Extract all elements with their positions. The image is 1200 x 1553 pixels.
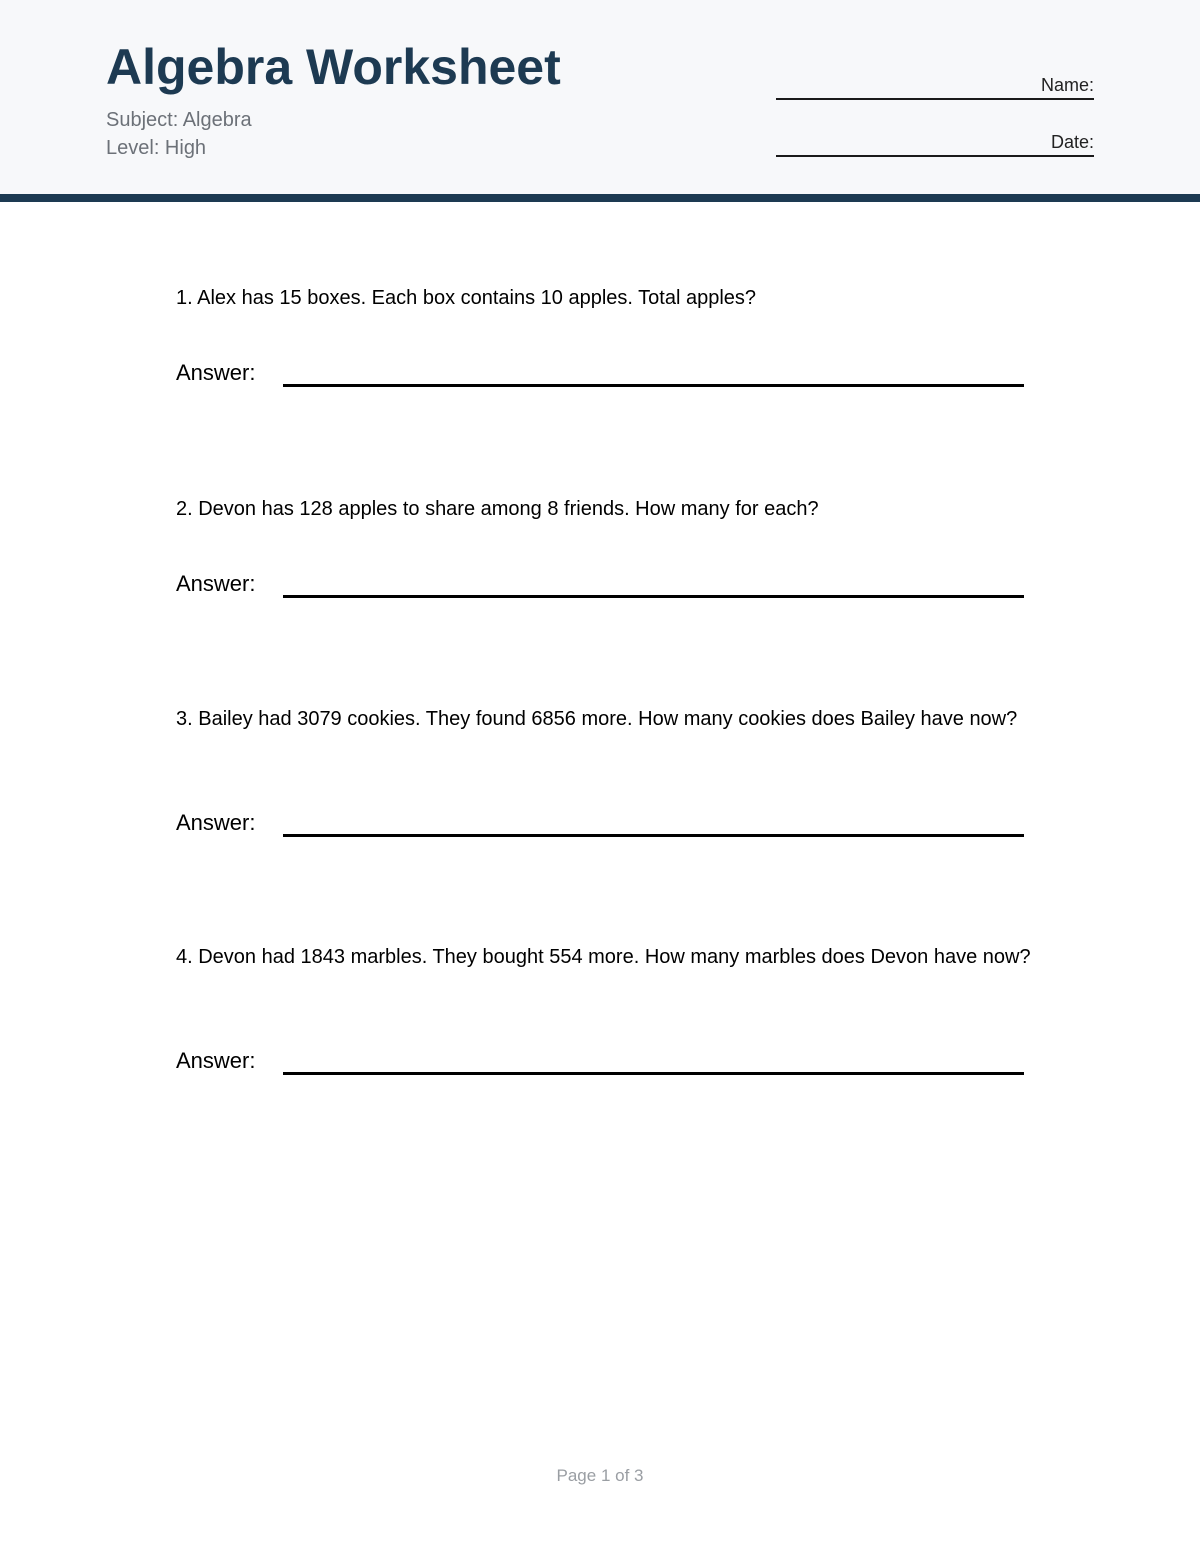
name-label: Name: (1040, 75, 1094, 95)
question-text: 2. Devon has 128 apples to share among 8 friends. How many for each? (176, 498, 819, 520)
answer-row (176, 359, 1026, 389)
question-text: 4. Devon had 1843 marbles. They bought 554 more. How many marbles does Devon have now? (176, 946, 1031, 968)
page-title: Algebra Worksheet (106, 39, 561, 95)
answer-row (176, 1047, 1026, 1077)
question-4 (176, 943, 1056, 1083)
answer-row (176, 809, 1026, 839)
header-divider (0, 194, 1200, 202)
answer-label: Answer: (176, 810, 256, 835)
date-label: Date: (1050, 132, 1094, 152)
answer-row (176, 570, 1026, 600)
question-1 (176, 284, 1056, 394)
date-field[interactable] (776, 129, 1094, 157)
answer-label: Answer: (176, 360, 256, 385)
question-2 (176, 495, 1056, 605)
answer-line[interactable] (283, 595, 1024, 598)
answer-line[interactable] (283, 834, 1024, 837)
name-field[interactable] (776, 72, 1094, 100)
answer-label: Answer: (176, 571, 256, 596)
page-number: Page 1 of 3 (556, 1466, 644, 1485)
question-text: 1. Alex has 15 boxes. Each box contains 10 apples. Total apples? (176, 287, 757, 309)
level-label: Level: High (106, 137, 207, 159)
subject-label: Subject: Algebra (106, 109, 252, 131)
question-3 (176, 705, 1056, 845)
answer-line[interactable] (283, 384, 1024, 387)
worksheet-header (0, 0, 1200, 194)
answer-label: Answer: (176, 1048, 256, 1073)
question-text: 3. Bailey had 3079 cookies. They found 6856 more. How many cookies does Bailey have now? (176, 708, 1018, 730)
answer-line[interactable] (283, 1072, 1024, 1075)
